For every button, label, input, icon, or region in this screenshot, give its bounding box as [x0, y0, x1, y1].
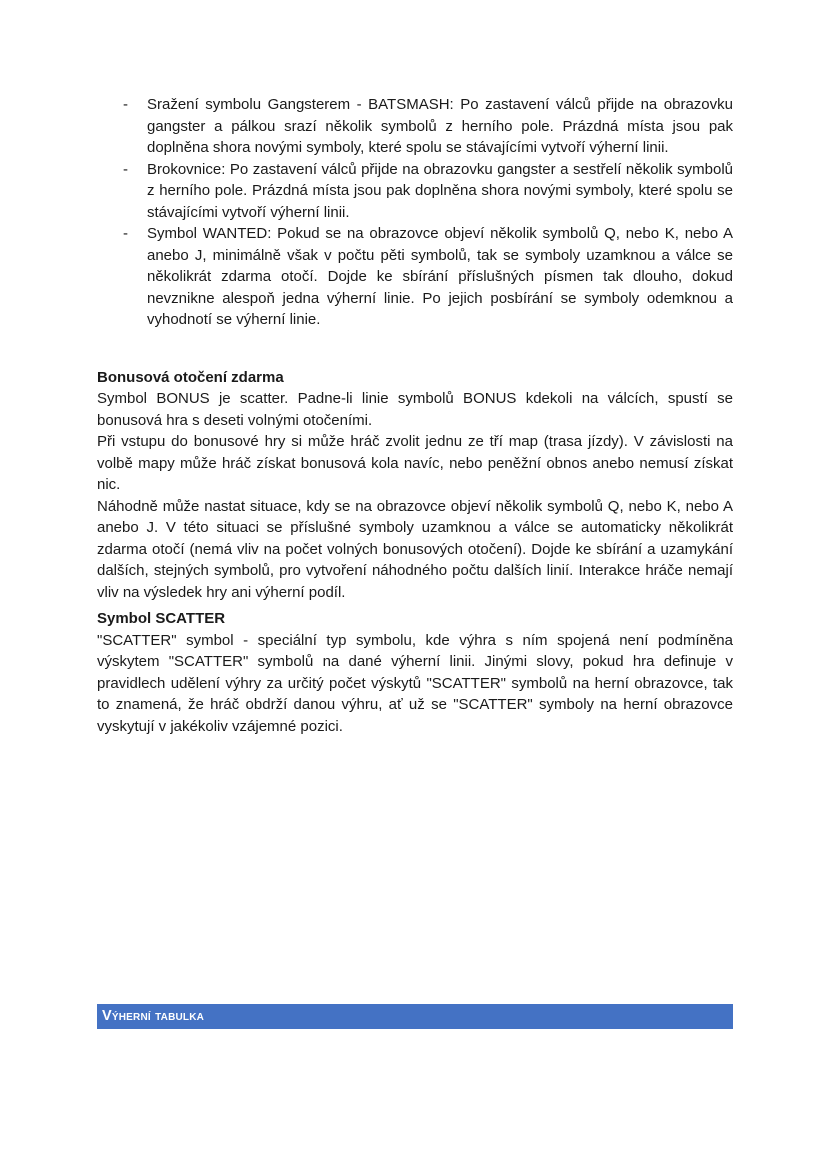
pay-table-header-label: Výherní tabulka	[102, 1008, 205, 1024]
bullet-marker: -	[123, 96, 128, 113]
bullet-item	[97, 223, 733, 331]
bullet-marker: -	[123, 225, 128, 242]
section-heading-scatter: Symbol SCATTER	[97, 610, 226, 627]
paragraph-scatter-1: "SCATTER" symbol - speciální typ symbolu, kde výhra s ním spojená není podmíněna výskytem "SCATTER" symbolů na dané výherní linii. Jinými slovy, pokud hra definuje v pravidlech udělení výhry za určitý počet výskytů "SCATTER" symbolů na herní obrazovce, tak to znamená, že hráč obdrží danou výhru, ať už se "SCATTER" symboly na herní obrazovce vyskytují v jakékoliv vzájemné pozici.	[97, 631, 733, 735]
bullet-list	[97, 94, 733, 331]
paragraph-bonus-2: Při vstupu do bonusové hry si může hráč zvolit jednu ze tří map (trasa jízdy). V závislosti na volbě mapy může hráč získat bonusová kola navíc, nebo peněžní obnos anebo nemusí získat nic.	[97, 433, 733, 493]
bullet-item	[97, 159, 733, 224]
bullet-text: Symbol WANTED: Pokud se na obrazovce objeví několik symbolů Q, nebo K, nebo A anebo J, minimálně však v počtu pěti symbolů, tak se symboly uzamknou a válce se několikrát zdarma otočí. Dojde ke sbírání příslušných písmen tak dlouho, dokud nevznikne alespoň jedna výherní linie. Po jejich posbírání se symboly odemknou a vyhodnotí se výherní linie.	[147, 225, 733, 328]
paragraph-bonus-1: Symbol BONUS je scatter. Padne-li linie symbolů BONUS kdekoli na válcích, spustí se bonusová hra s deseti volnými otočeními.	[97, 390, 733, 429]
paragraph-bonus-3: Náhodně může nastat situace, kdy se na obrazovce objeví několik symbolů Q, nebo K, nebo A anebo J. V této situaci se příslušné symboly uzamknou a válce se automaticky několikrát zdarma otočí (nemá vliv na počet volných bonusových otočení). Dojde ke sbírání a uzamykání dalších, stejných symbolů, pro vytvoření náhodného počtu dalších linií. Interakce hráče nemají vliv na výsledek hry ani výherní podíl.	[97, 497, 733, 601]
pay-table-header	[97, 1004, 733, 1029]
bullet-item	[97, 94, 733, 159]
bullet-text: Sražení symbolu Gangsterem - BATSMASH: Po zastavení válců přijde na obrazovku gangster a pálkou srazí několik symbolů z herního pole. Prázdná místa jsou pak doplněna shora novými symboly, které spolu se stávajícími vytvoří výherní linii.	[147, 96, 733, 156]
bullet-text: Brokovnice: Po zastavení válců přijde na obrazovku gangster a sestřelí několik symbolů z herního pole. Prázdná místa jsou pak doplněna shora novými symboly, které spolu se stávajícími vytvoří výherní linii.	[147, 160, 733, 221]
document-content	[97, 0, 733, 737]
bullet-marker: -	[123, 160, 128, 178]
section-heading-bonus-spins: Bonusová otočení zdarma	[97, 368, 284, 386]
